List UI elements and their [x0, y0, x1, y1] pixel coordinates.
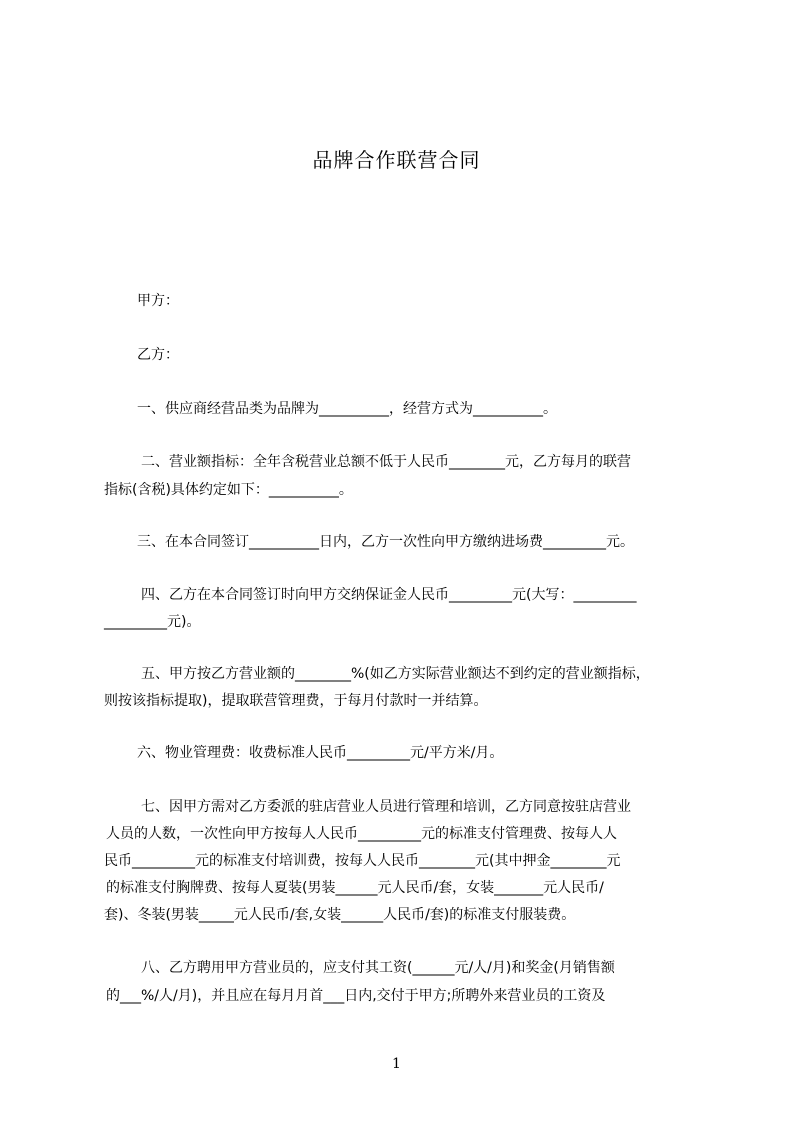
clause-8-line-1: 八、乙方聘用甲方营业员的，应支付其工资(______元/人/月)和奖金(月销售额: [141, 960, 615, 976]
clause-5-line-1: 五、甲方按乙方营业额的________%(如乙方实际营业额达不到约定的营业额指标，: [141, 666, 650, 682]
party-b-label: 乙方：: [137, 347, 179, 363]
clause-1-line-1: 一、供应商经营品类为品牌为__________，经营方式为__________。: [137, 401, 557, 417]
clause-8-line-2: 的___%/人/月)，并且应在每月月首___日内,交付于甲方;所聘外来营业员的工资及: [106, 988, 606, 1004]
clause-7-line-4: 的标准支付胸牌费、按每人夏装(男装______元人民币/套，女装_______元人民币/: [106, 880, 604, 896]
clause-6-line-1: 六、物业管理费：收费标准人民币_________元/平方米/月。: [137, 745, 504, 761]
clause-7-line-2: 人员的人数，一次性向甲方按每人人民币_________元的标准支付管理费、按每人人: [106, 826, 617, 842]
page-number: 1: [392, 1056, 401, 1072]
document-title: 品牌合作联营合同: [312, 148, 481, 172]
clause-3-line-1: 三、在本合同签订__________日内，乙方一次性向甲方缴纳进场费_________元。: [137, 534, 634, 550]
clause-5-line-2: 则按该指标提取)，提取联营管理费，于每月付款时一并结算。: [104, 693, 488, 709]
clause-2-line-2: 指标(含税)具体约定如下：__________。: [104, 482, 353, 498]
clause-7-line-1: 七、因甲方需对乙方委派的驻店营业人员进行管理和培训，乙方同意按驻店营业: [141, 799, 631, 815]
clause-7-line-3: 民币_________元的标准支付培训费，按每人人民币________元(其中押金________元: [104, 853, 621, 869]
clause-4-line-1: 四、乙方在本合同签订时向甲方交纳保证金人民币_________元(大写：_________: [141, 587, 637, 603]
clause-2-line-1: 二、营业额指标：全年含税营业总额不低于人民币________元，乙方每月的联营: [141, 454, 631, 470]
clause-7-line-5: 套)、冬装(男装_____元人民币/套,女装______人民币/套)的标准支付服装费。: [104, 907, 576, 923]
clause-4-line-2: _________元)。: [104, 614, 201, 630]
party-a-label: 甲方：: [137, 293, 179, 309]
